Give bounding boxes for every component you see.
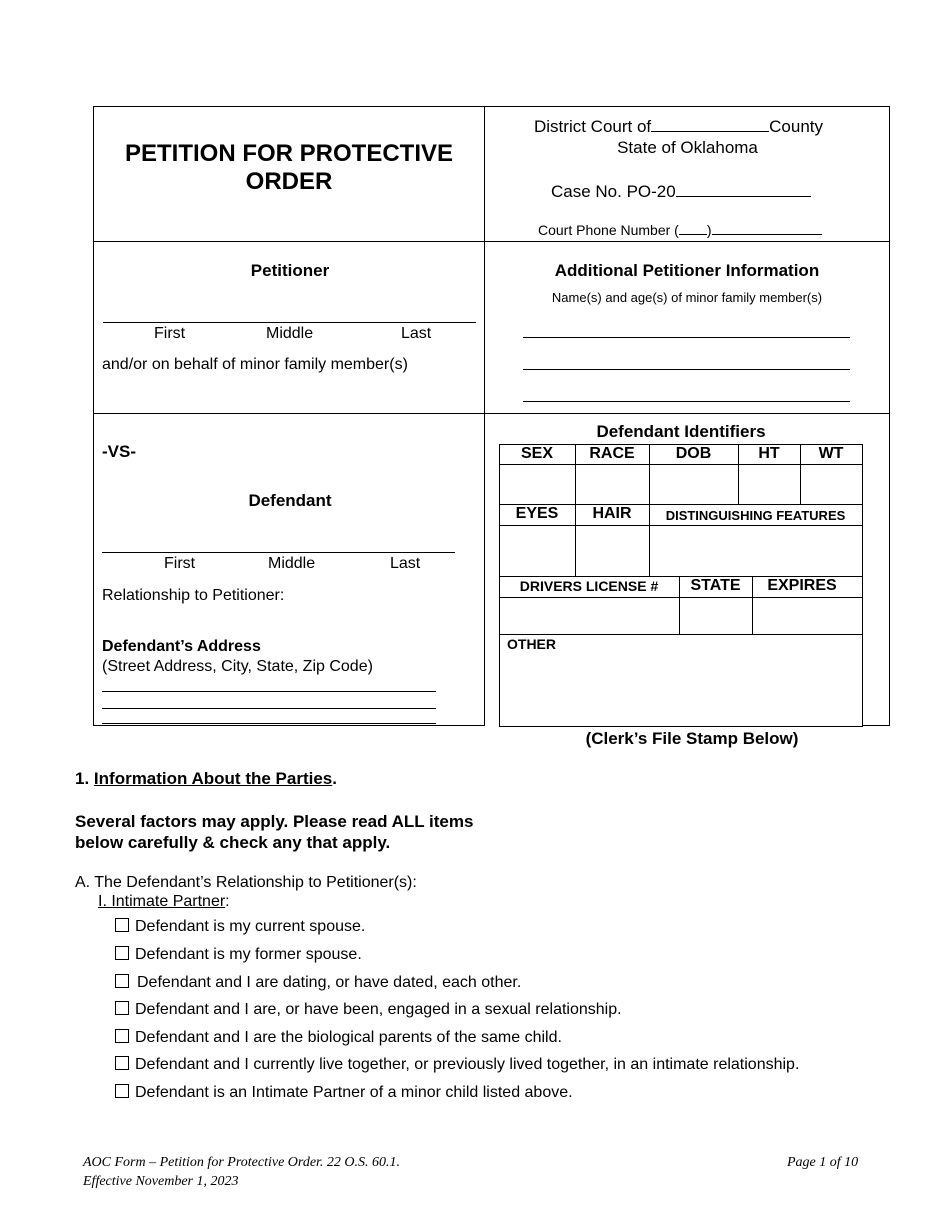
ht-header: HT xyxy=(758,445,780,462)
area-code-field[interactable] xyxy=(679,221,707,235)
form-title: PETITION FOR PROTECTIVE ORDER xyxy=(124,140,454,195)
petitioner-name-field[interactable] xyxy=(103,322,476,323)
other-field[interactable] xyxy=(500,655,862,725)
checkbox[interactable] xyxy=(115,1056,129,1070)
defendant-middle-label: Middle xyxy=(268,555,316,572)
defendant-heading: Defendant xyxy=(248,491,332,510)
additional-info-subheading: Name(s) and age(s) of minor family member(s) xyxy=(551,290,823,305)
option-current-spouse: Defendant is my current spouse. xyxy=(115,918,365,936)
dob-field[interactable] xyxy=(650,465,738,504)
license-field[interactable] xyxy=(500,598,679,634)
expires-field[interactable] xyxy=(753,598,862,634)
section-1-heading: 1. Information About the Parties. xyxy=(75,769,337,788)
expires-header: EXPIRES xyxy=(767,577,837,594)
address-field-2[interactable] xyxy=(102,708,436,709)
checkbox[interactable] xyxy=(115,974,129,988)
checkbox[interactable] xyxy=(115,1029,129,1043)
minor-member-field-2[interactable] xyxy=(523,369,850,370)
case-number-line: Case No. PO-20 xyxy=(551,181,811,202)
wt-header: WT xyxy=(818,445,844,462)
address-field-1[interactable] xyxy=(102,691,436,692)
minor-member-field-3[interactable] xyxy=(523,401,850,402)
option-former-spouse: Defendant is my former spouse. xyxy=(115,946,362,964)
features-field[interactable] xyxy=(650,526,862,576)
defendant-first-label: First xyxy=(164,555,196,572)
features-header: DISTINGUISHING FEATURES xyxy=(665,508,846,523)
sex-header: SEX xyxy=(520,445,553,462)
footer-form-name: AOC Form – Petition for Protective Order. 22 O.S. 60.1. xyxy=(83,1155,401,1170)
eyes-header: EYES xyxy=(515,505,559,522)
eyes-field[interactable] xyxy=(500,526,575,576)
wt-field[interactable] xyxy=(801,465,862,504)
intimate-partner-subheading: I. Intimate Partner: xyxy=(98,893,230,910)
address-heading: Defendant’s Address xyxy=(102,638,261,655)
minor-member-field-1[interactable] xyxy=(523,337,850,338)
clerk-stamp-label: (Clerk’s File Stamp Below) xyxy=(585,729,799,748)
address-hint: (Street Address, City, State, Zip Code) xyxy=(102,658,373,675)
race-header: RACE xyxy=(589,445,635,462)
identifiers-heading: Defendant Identifiers xyxy=(596,422,766,441)
checkbox[interactable] xyxy=(115,1084,129,1098)
behalf-label: and/or on behalf of minor family member(s) xyxy=(102,356,408,373)
checkbox[interactable] xyxy=(115,918,129,932)
vs-label: -VS- xyxy=(102,442,136,461)
county-field[interactable] xyxy=(651,116,769,132)
petitioner-middle-label: Middle xyxy=(266,325,314,342)
case-number-field[interactable] xyxy=(676,181,811,197)
other-header: OTHER xyxy=(507,636,556,652)
instructions-line-2: below carefully & check any that apply. xyxy=(75,833,391,852)
petitioner-first-label: First xyxy=(154,325,186,342)
court-phone-line: Court Phone Number ( ) xyxy=(538,221,822,238)
phone-number-field[interactable] xyxy=(712,221,822,235)
option-biological-parents: Defendant and I are the biological parents of the same child. xyxy=(115,1029,562,1047)
option-sexual-relationship: Defendant and I are, or have been, engaged in a sexual relationship. xyxy=(115,1001,622,1019)
option-dating: Defendant and I are dating, or have dated, each other. xyxy=(115,974,521,992)
relationship-label: Relationship to Petitioner: xyxy=(102,587,285,604)
race-field[interactable] xyxy=(576,465,649,504)
court-county-line: District Court of County xyxy=(534,117,824,136)
option-minor-intimate-partner: Defendant is an Intimate Partner of a minor child listed above. xyxy=(115,1084,573,1102)
checkbox[interactable] xyxy=(115,1001,129,1015)
state-label: State of Oklahoma xyxy=(617,138,758,157)
hair-field[interactable] xyxy=(576,526,649,576)
ht-field[interactable] xyxy=(739,465,800,504)
footer-effective-date: Effective November 1, 2023 xyxy=(83,1174,239,1189)
part-a-label: A. The Defendant’s Relationship to Petitioner(s): xyxy=(75,874,417,891)
address-field-3[interactable] xyxy=(102,723,436,724)
checkbox[interactable] xyxy=(115,946,129,960)
instructions-line-1: Several factors may apply. Please read ALL items xyxy=(75,812,474,831)
defendant-name-field[interactable] xyxy=(102,552,455,553)
license-header: DRIVERS LICENSE # xyxy=(519,578,659,594)
footer-page-number: Page 1 of 10 xyxy=(787,1155,859,1170)
sex-field[interactable] xyxy=(500,465,575,504)
petitioner-heading: Petitioner xyxy=(250,261,330,280)
hair-header: HAIR xyxy=(592,505,632,522)
option-live-together: Defendant and I currently live together, or previously lived together, in an intimate relationship. xyxy=(115,1056,799,1074)
defendant-last-label: Last xyxy=(390,555,421,572)
petitioner-last-label: Last xyxy=(401,325,432,342)
state-header: STATE xyxy=(690,577,741,594)
additional-info-heading: Additional Petitioner Information xyxy=(554,261,820,280)
state-field[interactable] xyxy=(680,598,752,634)
dob-header: DOB xyxy=(675,445,712,462)
